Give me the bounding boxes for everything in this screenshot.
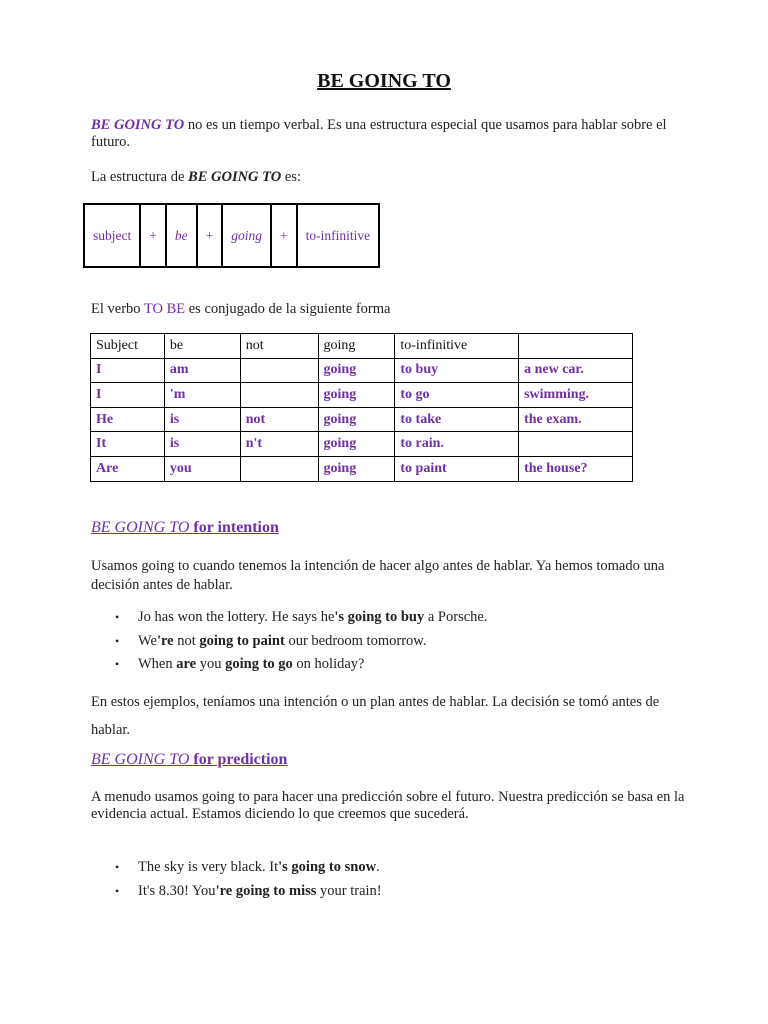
table-cell: not: [240, 407, 318, 432]
structure-row: [84, 204, 379, 267]
table-cell: a new car.: [519, 358, 633, 383]
structure-cell: subject: [84, 204, 140, 267]
bullet-bold: are: [176, 656, 197, 672]
bullet-text: your train!: [316, 882, 382, 899]
prediction-heading: [91, 751, 287, 769]
bullet-bold: 're going to miss: [215, 882, 317, 899]
table-cell: swimming.: [519, 383, 633, 408]
intention-paragraph-2: En estos ejemplos, teníamos una intención o un plan antes de hablar. La decisión se tomó antes de hablar.: [91, 694, 660, 738]
table-cell: to take: [395, 407, 519, 432]
bullet-text: you: [196, 656, 226, 672]
bullet-text: .: [376, 859, 380, 875]
table-cell: [240, 456, 318, 481]
list-item: [115, 856, 382, 880]
table-cell: [240, 358, 318, 383]
conjugation-table: [90, 333, 633, 482]
bullet-bold: going to paint: [199, 632, 285, 649]
header-cell: Subject: [91, 334, 165, 359]
table-cell: Are: [91, 456, 165, 481]
table-cell: going: [318, 383, 395, 408]
intro-paragraph: [91, 117, 701, 151]
table-cell: n't: [240, 432, 318, 457]
intro-term: BE GOING TO: [91, 117, 185, 133]
intention-paragraph: Usamos going to cuando tenemos la intención de hacer algo antes de hablar. Ya hemos tomado una decisión antes de hablar.: [91, 558, 665, 593]
bullet-text: Jo has won the lottery. He says he: [138, 609, 335, 625]
prediction-heading-rest: for prediction: [189, 751, 288, 768]
table-cell: the house?: [519, 456, 633, 481]
list-item: [115, 653, 487, 677]
table-row: [91, 407, 633, 432]
page-title: BE GOING TO: [317, 70, 451, 92]
header-cell: [519, 334, 633, 359]
bullet-bold: 's going to snow: [278, 859, 377, 875]
structure-cell: going: [222, 204, 271, 267]
structure-line: [91, 169, 701, 186]
table-cell: is: [164, 407, 240, 432]
structure-line-term: BE GOING TO: [188, 169, 282, 185]
structure-line-pre: La estructura de: [91, 169, 189, 185]
prediction-list: [115, 856, 382, 903]
intention-heading-rest: for intention: [189, 519, 279, 536]
intention-list: [115, 606, 487, 677]
table-cell: you: [164, 456, 240, 481]
verb-line: [91, 301, 701, 318]
table-cell: going: [318, 432, 395, 457]
bullet-text: The sky is very black. It: [138, 859, 279, 875]
prediction-paragraph: A menudo usamos going to para hacer una predicción sobre el futuro. Nuestra predicción se basa en la evidencia actual. Estamos diciendo lo que creemos que sucederá.: [91, 789, 685, 822]
verb-line-term: TO BE: [143, 301, 186, 317]
structure-line-post: es:: [281, 169, 301, 185]
table-cell: I: [91, 383, 165, 408]
bullet-text: on holiday?: [292, 656, 365, 672]
table-cell: going: [318, 358, 395, 383]
table-header-row: [91, 334, 633, 359]
list-item: [115, 880, 382, 904]
structure-cell: +: [197, 204, 223, 267]
bullet-text: When: [138, 656, 177, 672]
intro-text: no es un tiempo verbal. Es una estructura especial que usamos para hablar sobre el futuro.: [91, 117, 667, 150]
table-cell: to buy: [395, 358, 519, 383]
table-cell: [240, 383, 318, 408]
bullet-text: It's 8.30! You: [138, 882, 216, 899]
verb-line-pre: El verbo: [91, 301, 144, 317]
bullet-text: We: [138, 632, 157, 649]
table-cell: to rain.: [395, 432, 519, 457]
table-row: [91, 358, 633, 383]
table-cell: [519, 432, 633, 457]
bullet-text: not: [173, 632, 200, 649]
table-cell: am: [164, 358, 240, 383]
structure-cell: +: [140, 204, 166, 267]
table-cell: He: [91, 407, 165, 432]
bullet-bold: 's going to buy: [334, 609, 425, 625]
bullet-bold: going to go: [225, 656, 293, 672]
bullet-text: a Porsche.: [424, 609, 488, 625]
table-cell: the exam.: [519, 407, 633, 432]
header-cell: be: [164, 334, 240, 359]
structure-cell: to-infinitive: [297, 204, 380, 267]
bullet-bold: 're: [156, 632, 174, 649]
table-cell: to go: [395, 383, 519, 408]
table-cell: going: [318, 407, 395, 432]
structure-cell: be: [166, 204, 197, 267]
structure-table: [83, 203, 380, 268]
intention-heading: [91, 519, 279, 537]
verb-line-post: es conjugado de la siguiente forma: [185, 301, 391, 317]
header-cell: to-infinitive: [395, 334, 519, 359]
prediction-heading-term: BE GOING TO: [91, 751, 190, 768]
header-cell: going: [318, 334, 395, 359]
header-cell: not: [240, 334, 318, 359]
table-cell: I: [91, 358, 165, 383]
list-item: [115, 606, 487, 630]
table-cell: It: [91, 432, 165, 457]
table-cell: to paint: [395, 456, 519, 481]
table-row: [91, 432, 633, 457]
table-row: [91, 456, 633, 481]
table-cell: is: [164, 432, 240, 457]
structure-cell: +: [271, 204, 297, 267]
intention-heading-term: BE GOING TO: [91, 519, 190, 536]
table-cell: 'm: [164, 383, 240, 408]
list-item: [115, 630, 487, 654]
table-row: [91, 383, 633, 408]
bullet-text: our bedroom tomorrow.: [284, 632, 427, 649]
table-cell: going: [318, 456, 395, 481]
